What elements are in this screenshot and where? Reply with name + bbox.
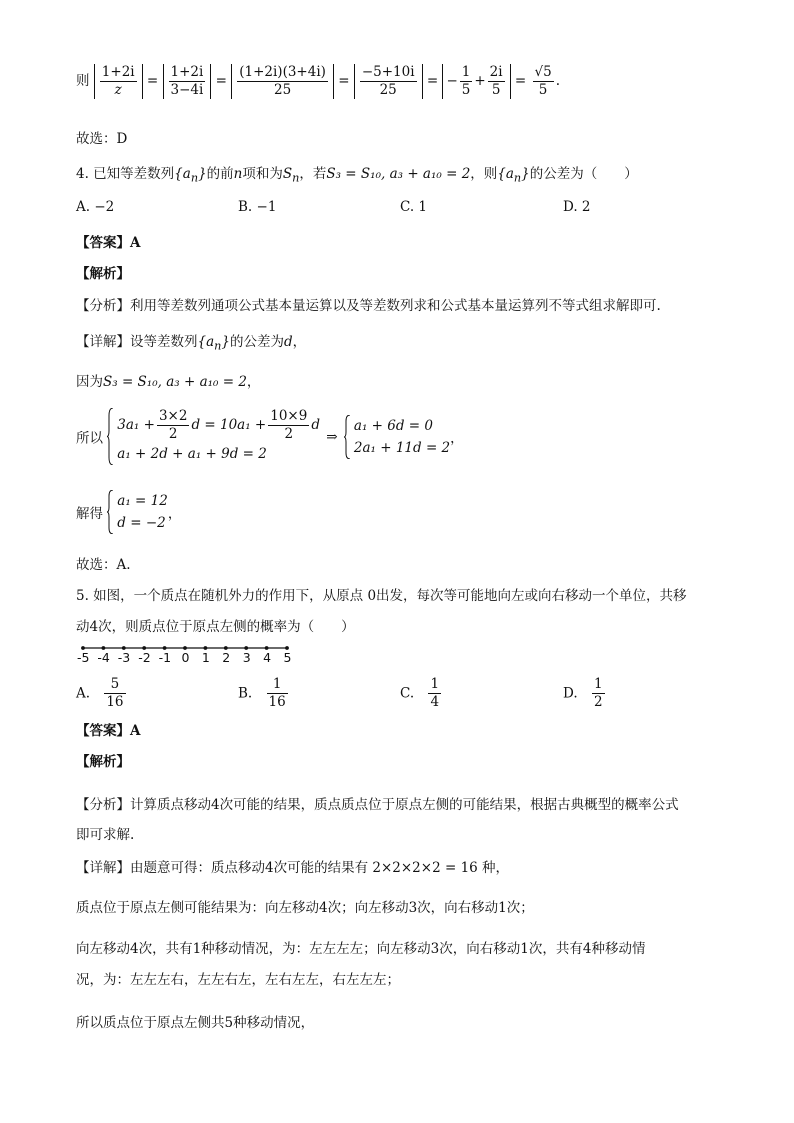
q4-system-equations: 所以 3a₁ + $\frac{3\times 2}{2}$ d = 10a₁ + $\frac{10\times 9}{2}$ d a₁ + 2d + a₁ + 9d = 2 ⇒ a₁ + 6d = 0 2a₁ + 11d = 2 ， <box>76 408 464 465</box>
q4-stem: 4. 已知等差数列$\{a_n\}$的前n项和为$S_n$，若S₃ = S₁₀, a₃ + a₁₀ = 2，则$\{a_n\}$的公差为（ ） <box>76 166 638 185</box>
q4-option-c: C. 1 <box>400 199 428 215</box>
q5-stem-line1: 5. 如图，一个质点在随机外力的作用下，从原点 0出发，每次等可能地向左或向右移动一个单位，共移 <box>76 588 687 604</box>
q5-line-c: 所以质点位于原点左侧共5种移动情况， <box>76 1015 315 1031</box>
q4-xiangjie: 【详解】设等差数列$\{a_n\}$的公差为d， <box>76 334 307 353</box>
q5-fenxi-line2: 即可求解. <box>76 827 135 843</box>
q5-line-b1: 向左移动4次，共有1种移动情况，为：左左左左；向左移动3次，向右移动1次，共有4种移动情 <box>76 941 646 957</box>
q4-final: 故选：A. <box>76 557 131 573</box>
abs-term-4: $\frac{-5+10i}{25}$ <box>354 64 423 99</box>
q4-answer: 【答案】A <box>76 235 141 251</box>
system-1: 3a₁ + $\frac{3\times 2}{2}$ d = 10a₁ + $\frac{10\times 9}{2}$ d a₁ + 2d + a₁ + 9d = 2 <box>107 408 320 465</box>
result-fraction: $\frac{√5}{5}$ <box>534 64 552 98</box>
number-line-label: 2 <box>222 650 231 665</box>
q4-solution: 解得 a₁ = 12 d = −2 ， <box>76 490 181 534</box>
number-line <box>76 640 296 670</box>
q3-answer: 故选：D <box>76 131 128 147</box>
q5-xiangjie: 【详解】由题意可得：质点移动4次可能的结果有 2×2×2×2 = 16 种， <box>76 860 510 876</box>
q5-stem-line2: 动4次，则质点位于原点左侧的概率为（ ） <box>76 619 355 635</box>
q4-fenxi: 【分析】利用等差数列通项公式基本量运算以及等差数列求和公式基本量运算列不等式组求解即可. <box>76 298 661 314</box>
number-line-label: -1 <box>158 650 172 665</box>
solution-system: a₁ = 12 d = −2 <box>107 490 168 534</box>
q4-analysis-label: 【解析】 <box>76 266 130 282</box>
abs-term-1: $\frac{1+2i}{z}$ <box>94 64 143 99</box>
number-line-label: 5 <box>283 650 292 665</box>
q5-fenxi-line1: 【分析】计算质点移动4次可能的结果，质点质点位于原点左侧的可能结果，根据古典概型的概率公式 <box>76 797 679 813</box>
q4-option-a: A. −2 <box>76 199 115 215</box>
number-line-label: -3 <box>117 650 131 665</box>
q5-option-b: B. $\frac{1}{16}$ <box>238 676 286 710</box>
number-line-label: 0 <box>181 650 190 665</box>
q5-option-d: D. $\frac{1}{2}$ <box>563 676 603 710</box>
number-line-label: 3 <box>242 650 251 665</box>
q3-modulus-formula: 则 $\frac{1+2i}{z}$ = $\frac{1+2i}{3-4i}$ = $\frac{(1+2i)(3+4i)}{25}$ = $\frac{-5+10i}{25}$ = − $\frac{1}{5}$ + $\frac{2i}{5}$ = $\frac{√5}{5}$ . <box>76 64 560 98</box>
number-line-label: -2 <box>138 650 151 665</box>
number-line-label: 4 <box>263 650 272 665</box>
number-line-label: -4 <box>97 650 110 665</box>
q5-line-a: 质点位于原点左侧可能结果为：向左移动4次；向左移动3次，向右移动1次； <box>76 900 534 916</box>
abs-term-3: $\frac{(1+2i)(3+4i)}{25}$ <box>231 64 334 99</box>
q4-yinwei: 因为S₃ = S₁₀, a₃ + a₁₀ = 2， <box>76 374 261 390</box>
abs-term-5: − $\frac{1}{5}$ + $\frac{2i}{5}$ <box>442 64 510 99</box>
number-line-label: -5 <box>77 650 90 665</box>
formula-prefix: 则 <box>76 73 90 89</box>
q5-answer: 【答案】A <box>76 723 141 739</box>
q5-option-c: C. $\frac{1}{4}$ <box>400 676 440 710</box>
q4-option-d: D. 2 <box>563 199 591 215</box>
q5-line-b2: 况，为：左左左右，左左右左，左右左左，右左左左； <box>76 972 400 988</box>
q5-option-a: A. $\frac{5}{16}$ <box>76 676 124 710</box>
abs-term-2: $\frac{1+2i}{3-4i}$ <box>163 64 212 99</box>
system-2: a₁ + 6d = 0 2a₁ + 11d = 2 <box>344 415 450 459</box>
number-line-label: 1 <box>201 650 210 665</box>
q4-option-b: B. −1 <box>238 199 277 215</box>
q5-analysis-label: 【解析】 <box>76 754 130 770</box>
